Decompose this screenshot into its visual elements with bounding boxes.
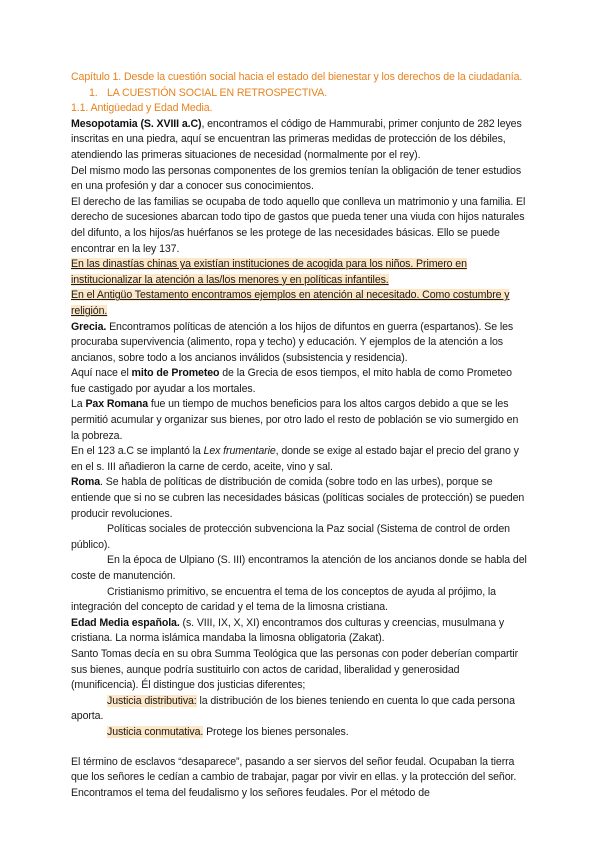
paragraph-santo-tomas: Santo Tomas decía en su obra Summa Teológica que las personas con poder deberían compartir sus bienes, aunque podría sustituirlo con actos de caridad, liberalidad y generosidad (munificencia). Él distingue dos justicias diferentes; [71,647,519,692]
subsection-heading: 1.1. Antigüedad y Edad Media. [71,102,213,115]
term-prometeo: mito de Prometeo [131,367,220,380]
highlighted-term: Justicia distributiva: [107,694,197,707]
paragraph-lex-frumentarie [71,444,529,475]
paragraph-familias: El derecho de las familias se ocupaba de todo aquello que conlleva un matrimonio y una familia. El derecho de sucesiones abarcan todo tipo de gastos que pueda tener una viuda con hijos naturales del difunto, a los hijos/as huérfanos se les protege de las necesidades básicas. Ello se puede encontrar en la ley 137. [71,195,526,255]
paragraph-text: La [71,398,86,411]
paragraph-china [71,257,529,288]
paragraph-antiguo-testamento [71,288,529,319]
paragraph-justicia-distributiva [71,694,529,725]
section-heading [71,86,529,102]
paragraph-text: Protege los bienes personales. [203,725,349,738]
chapter-heading [71,70,529,86]
paragraph-text: . Se habla de políticas de distribución de comida (sobre todo en las urbes), porque se entiende que si no se cubren las necesidades básicas (políticas sociales de protección) se pueden producir revoluciones. [71,476,525,520]
paragraph-text: En el 123 a.C se implantó la [71,445,204,458]
paragraph-ulpiano: En la época de Ulpiano (S. III) encontramos la atención de los ancianos donde se habla del coste de manutención. [71,554,527,582]
document-body [71,70,529,801]
term-lex-frumentarie: Lex frumentarie [203,445,276,458]
paragraph-cristianismo: Cristianismo primitivo, se encuentra el tema de los conceptos de ayuda al prójimo, la integración del concepto de caridad y el tema de la limosna cristiana. [71,585,496,614]
paragraph-text: fue un tiempo de muchos beneficios para los altos cargos debido a que se les permitió acumular y organizar sus bienes, por otro lado el resto de población se vio sumergido en la pobreza. [71,398,519,442]
paragraph-text: de la Grecia de esos tiempos, el mito habla de como Prometeo fue castigado por ayudar a los mortales. [71,367,512,395]
paragraph-spacer [71,741,529,755]
term-roma: Roma [71,476,101,489]
paragraph-grecia [71,320,529,367]
paragraph-text: Encontramos políticas de atención a los hijos de difuntos en guerra (espartanos). Se les procuraba supervivencia (alimento, ropa y techo) y educación. Y ejemplos de la atención a los ancianos, sobre todo a los ancianos inválidos (subsistencia y residencia). [71,320,514,364]
paragraph-text: la distribución de los bienes teniendo en cuenta lo que cada persona aporta. [71,694,515,723]
chapter-prefix: Capítulo 1 [71,71,119,83]
highlighted-text: En las dinastías chinas ya existían instituciones de acogida para los niños. Primero en institucionalizar la atención a las/los menores y en políticas infantiles. [71,258,467,286]
highlighted-text: En el Antigüo Testamento encontramos ejemplos en atención al necesitado. Como costumbre y religión. [71,289,510,317]
term-pax-romana: Pax Romana [85,398,149,411]
paragraph-pax-romana [71,397,529,444]
section-title: LA CUESTIÓN SOCIAL EN RETROSPECTIVA. [107,86,328,99]
term-mesopotamia: Mesopotamia (S. XVIII a.C) [71,117,202,130]
paragraph-edad-media [71,616,529,647]
paragraph-esclavos: El término de esclavos “desaparece”, pasando a ser siervos del señor feudal. Ocupaban la tierra que los señores le cedían a cambio de trabajar, pagar por vivir en ellas. y la protección del señor. Encontramos el tema del feudalismo y los señores feudales. Por el método de [71,755,517,799]
paragraph-text: (s. VIII, IX, X, XI) encontramos dos culturas y creencias, musulmana y cristiana. La norma islámica mandaba la limosna obligatoria (Zakat). [71,616,505,645]
paragraph-text: Aquí nace el [71,367,132,380]
paragraph-justicia-conmutativa [71,725,529,741]
paragraph-text: , encontramos el código de Hammurabi, primer conjunto de 282 leyes inscritas en una piedra, aquí se encuentran las primeras medidas de protección de los débiles, atendiendo las primeras situaciones de necesidad (normalmente por el rey). [71,117,522,161]
paragraph-prometeo [71,366,529,397]
paragraph-mesopotamia [71,117,529,164]
paragraph-politicas: Políticas sociales de protección subvenciona la Paz social (Sistema de control de orden público). [71,523,510,551]
chapter-title: . Desde la cuestión social hacia el estado del bienestar y los derechos de la ciudadanía. [118,71,523,83]
term-grecia: Grecia. [71,320,107,333]
paragraph-roma [71,475,529,522]
term-edad-media: Edad Media española. [71,616,180,629]
paragraph-text: , donde se exige al estado bajar el precio del grano y en el s. III añadieron la carne de cerdo, aceite, vino y sal. [71,445,519,473]
highlighted-term: Justicia conmutativa. [107,725,204,738]
paragraph-gremios: Del mismo modo las personas componentes de los gremios tenían la obligación de tener estudios en una profesión y dar a conocer sus conocimientos. [71,164,522,193]
section-number: 1. [89,86,98,99]
